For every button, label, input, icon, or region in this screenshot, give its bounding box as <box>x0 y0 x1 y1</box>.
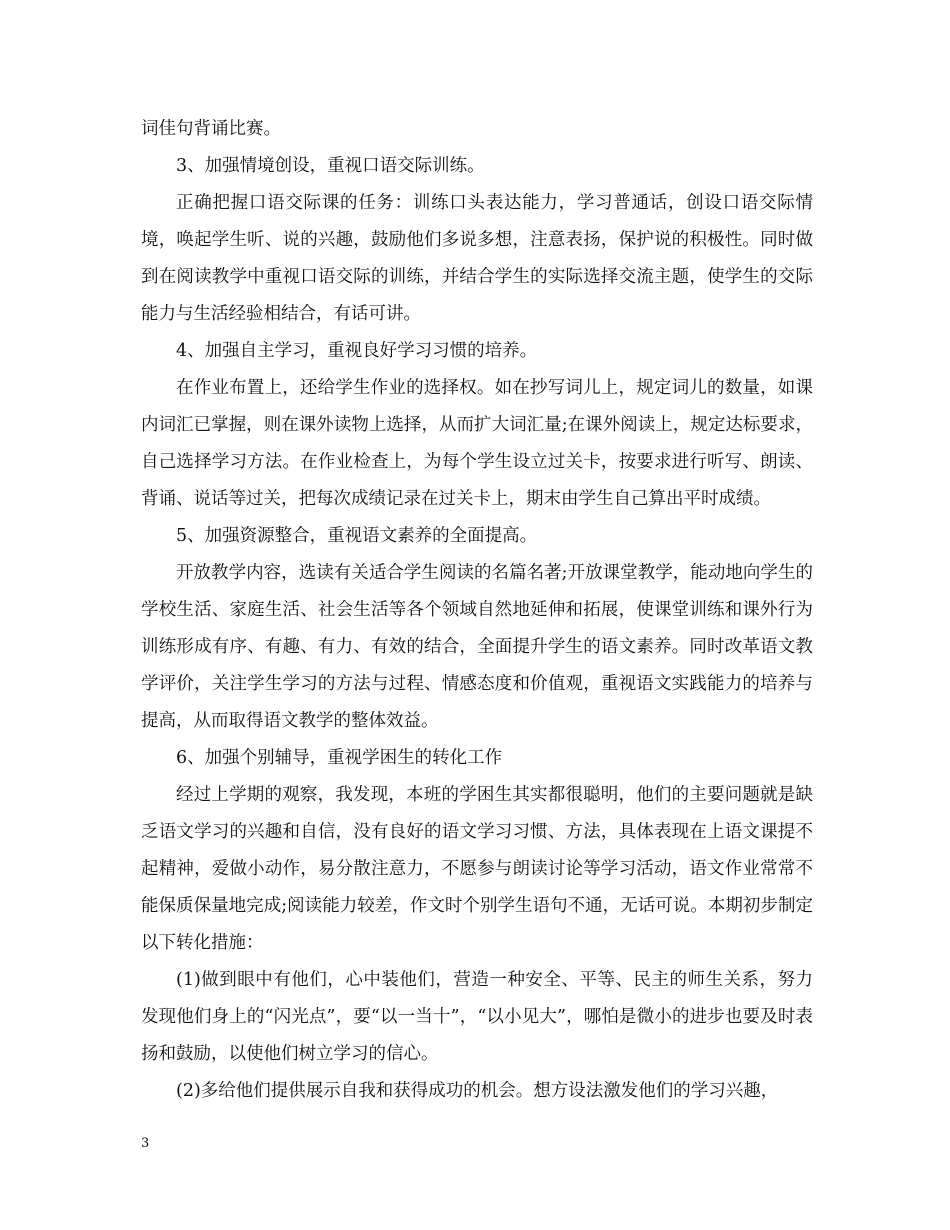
body-text <box>141 111 813 1110</box>
heading-item-3: 3、加强情境创设，重视口语交际训练。 <box>176 156 485 176</box>
paragraph-continuation: 词佳句背诵比赛。 <box>141 119 281 139</box>
paragraph: 开放教学内容，选读有关适合学生阅读的名篇名著;开放课堂教学，能动地向学生的学校生活、家庭生活、社会生活等各个领域自然地延伸和拓展，使课堂训练和课外行为训练形成有序、有趣、有力、有效的结合，全面提升学生的语文素养。同时改革语文教学评价，关注学生学习的方法与过程、情感态度和价值观，重视语文实践能力的培养与提高，从而取得语文教学的整体效益。 <box>141 563 813 731</box>
paragraph: 经过上学期的观察，我发现，本班的学困生其实都很聪明，他们的主要问题就是缺乏语文学习的兴趣和自信，没有良好的语文学习习惯、方法，具体表现在上语文课提不起精神，爱做小动作，易分散注意力，不愿参与朗读讨论等学习活动，语文作业常常不能保质保量地完成;阅读能力较差，作文时个别学生语句不通，无话可说。本期初步制定以下转化措施： <box>141 785 813 953</box>
page-number: 3 <box>141 1136 150 1151</box>
heading-item-5: 5、加强资源整合，重视语文素养的全面提高。 <box>176 526 538 546</box>
paragraph: 正确把握口语交际课的任务：训练口头表达能力，学习普通话，创设口语交际情境，唤起学生听、说的兴趣，鼓励他们多说多想，注意表扬，保护说的积极性。同时做到在阅读教学中重视口语交际的训练，并结合学生的实际选择交流主题，使学生的交际能力与生活经验相结合，有话可讲。 <box>141 193 813 324</box>
measure-item-1: (1)做到眼中有他们，心中装他们，营造一种安全、平等、民主的师生关系，努力发现他们身上的“闪光点”，要“以一当十”，“以小见大”，哪怕是微小的进步也要及时表扬和鼓励，以使他们树立学习的信心。 <box>141 970 813 1064</box>
heading-item-4: 4、加强自主学习，重视良好学习习惯的培养。 <box>176 341 538 361</box>
heading-item-6: 6、加强个别辅导，重视学困生的转化工作 <box>176 748 503 768</box>
measure-item-2: (2)多给他们提供展示自我和获得成功的机会。想方设法激发他们的学习兴趣， <box>176 1081 779 1101</box>
paragraph: 在作业布置上，还给学生作业的选择权。如在抄写词儿上，规定词儿的数量，如课内词汇已掌握，则在课外读物上选择，从而扩大词汇量;在课外阅读上，规定达标要求，自己选择学习方法。在作业检查上，为每个学生设立过关卡，按要求进行听写、朗读、背诵、说话等过关，把每次成绩记录在过关卡上，期末由学生自己算出平时成绩。 <box>141 378 813 509</box>
